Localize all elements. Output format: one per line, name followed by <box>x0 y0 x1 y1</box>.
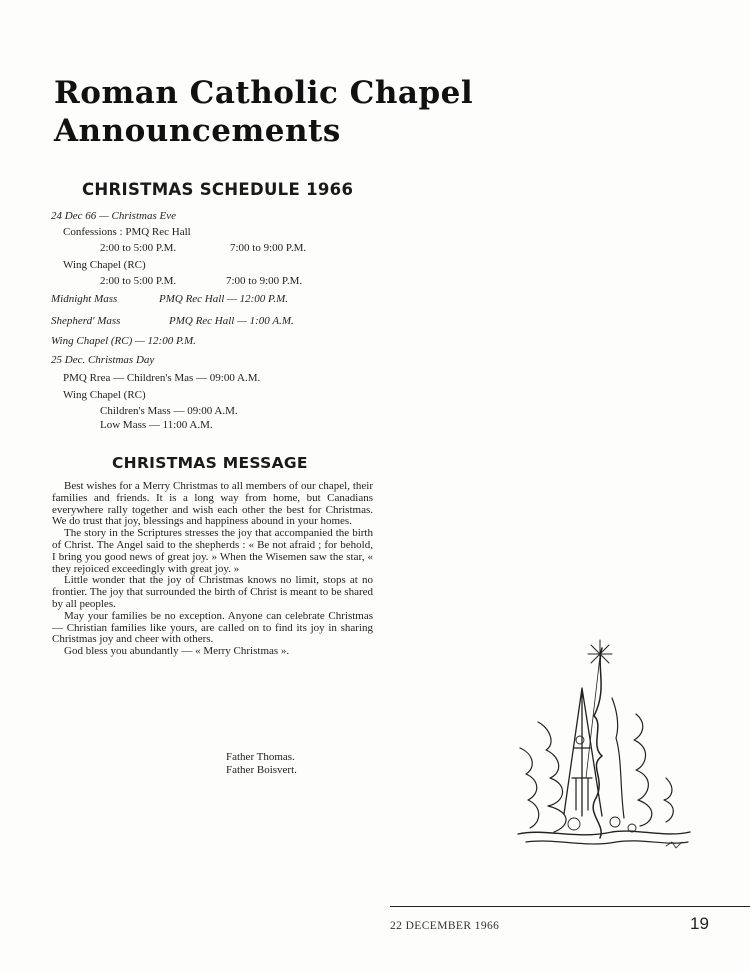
schedule-line: PMQ Rec Hall — 1:00 A.M. <box>169 315 294 327</box>
schedule-line: Wing Chapel (RC) <box>63 259 146 271</box>
schedule-line: 2:00 to 5:00 P.M. <box>100 275 177 287</box>
signature: Father Thomas. <box>226 751 295 763</box>
schedule-line: 7:00 to 9:00 P.M. <box>226 275 303 287</box>
schedule-line: 25 Dec. Christmas Day <box>51 354 155 366</box>
schedule-line: PMQ Rrea — Children's Mas — 09:00 A.M. <box>63 372 261 384</box>
message-paragraph: Best wishes for a Merry Christmas to all members of our chapel, their families and friends. It is a long way from home, but Canadians everywhere rally together and wish each other the best for Christmas. We do trust that joy, blessings and happiness abound in your homes. <box>52 480 373 528</box>
signature: Father Boisvert. <box>226 764 297 776</box>
schedule-line: PMQ Rec Hall — 12:00 P.M. <box>159 293 289 305</box>
nativity-illustration <box>516 628 692 860</box>
issue-date: 22 DECEMBER 1966 <box>390 920 500 932</box>
message-paragraph: May your families be no exception. Anyone can celebrate Christmas — Christian families like yours, are called on to find its joy in sharing Christmas joy and cheer with others. <box>52 609 373 646</box>
schedule-line: Shepherd' Mass <box>51 315 121 327</box>
page-number: 19 <box>690 914 709 933</box>
page-title <box>54 74 473 150</box>
schedule-line: Wing Chapel (RC) <box>63 389 146 401</box>
footer-rule <box>390 906 750 907</box>
message-heading: CHRISTMAS MESSAGE <box>112 454 308 472</box>
schedule-line: Low Mass — 11:00 A.M. <box>100 419 213 431</box>
schedule-line: 7:00 to 9:00 P.M. <box>230 242 307 254</box>
signatures <box>226 751 297 777</box>
schedule-line: Midnight Mass <box>51 293 118 305</box>
schedule-line: 2:00 to 5:00 P.M. <box>100 242 177 254</box>
christmas-message <box>52 481 373 658</box>
schedule-line: Wing Chapel (RC) — 12:00 P.M. <box>51 335 196 347</box>
schedule-heading: CHRISTMAS SCHEDULE 1966 <box>82 180 354 199</box>
schedule-line: Children's Mass — 09:00 A.M. <box>100 405 238 417</box>
schedule-line: 24 Dec 66 — Christmas Eve <box>51 210 176 222</box>
message-paragraph: God bless you abundantly — « Merry Christmas ». <box>64 645 290 658</box>
schedule-line: Confessions : PMQ Rec Hall <box>63 226 191 238</box>
title-line-1: Roman Catholic Chapel <box>54 75 474 111</box>
message-paragraph: Little wonder that the joy of Christmas knows no limit, stops at no frontier. The joy that surrounded the birth of Christ is meant to be shared by all peoples. <box>52 574 373 610</box>
title-line-2: Announcements <box>54 113 341 149</box>
message-paragraph: The story in the Scriptures stresses the joy that accompanied the birth of Christ. The Angel said to the shepherds : « Be not afraid ; for behold, I bring you good news of great joy. » When the Wisemen saw the star, « they rejoiced exceedingly with great joy. » <box>52 527 373 575</box>
